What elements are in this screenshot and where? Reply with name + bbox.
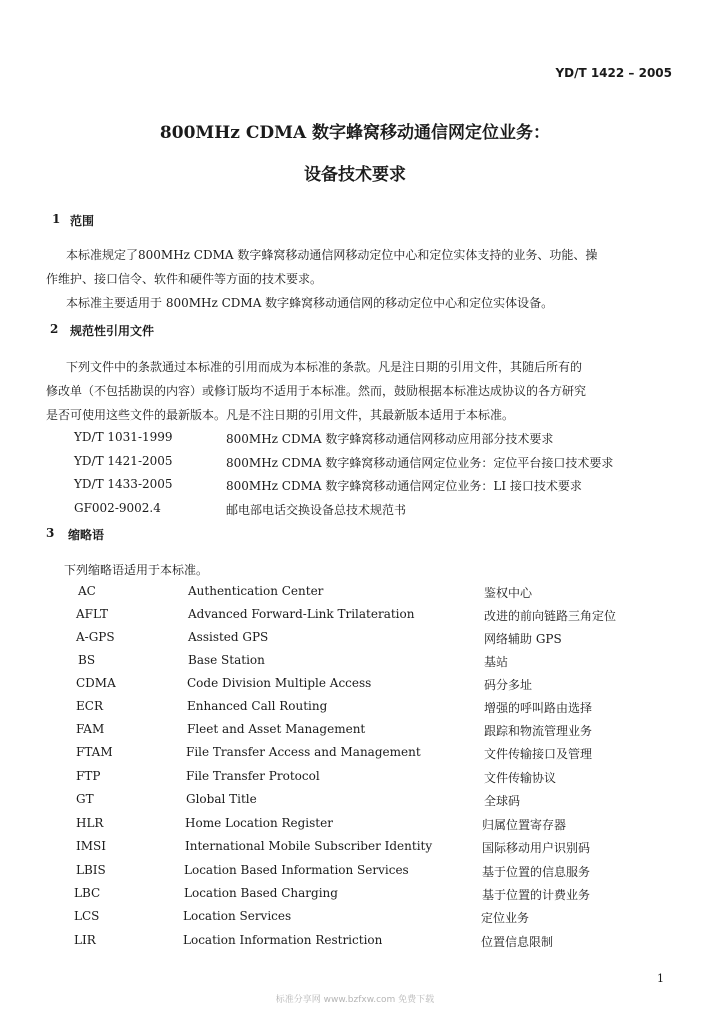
reference-title: 邮电部电话交换设备总技术规范书 [226,503,407,517]
abbreviation-english: Fleet and Asset Management [187,722,366,736]
abbreviation-chinese: 全球码 [484,794,521,808]
abbreviation-chinese: 国际移动用户识别码 [482,841,591,855]
abbreviation-chinese: 码分多址 [484,678,533,692]
abbreviation-chinese: 基于位置的计费业务 [482,888,591,902]
abbreviation-english: Home Location Register [185,816,333,830]
abbreviations-intro: 下列缩略语适用于本标准。 [64,563,209,577]
document-title-line2: 设备技术要求 [304,165,406,185]
abbreviation: AC [78,584,96,598]
section-number-1: 1 [52,212,61,226]
abbreviation: LIR [74,933,96,947]
reference-title: 800MHz CDMA 数字蜂窝移动通信网定位业务：定位平台接口技术要求 [226,456,614,470]
abbreviation-english: Assisted GPS [188,630,269,644]
abbreviation-english: Location Based Charging [184,886,338,900]
abbreviation: HLR [76,816,104,830]
abbreviation-english: Location Information Restriction [183,933,383,947]
abbreviation-english: Base Station [188,653,265,667]
abbreviation-chinese: 基于位置的信息服务 [482,865,591,879]
section-heading-scope: 范围 [70,214,95,228]
abbreviation-chinese: 文件传输协议 [484,771,557,785]
abbreviation-chinese: 基站 [484,655,509,669]
abbreviation: ECR [76,699,103,713]
standard-number: YD/T 1422 – 2005 [555,66,672,80]
abbreviation-chinese: 改进的前向链路三角定位 [484,609,617,623]
abbreviation-chinese: 定位业务 [481,911,530,925]
abbreviation-chinese: 位置信息限制 [481,935,554,949]
section-heading-abbreviations: 缩略语 [68,528,105,542]
abbreviation-chinese: 鉴权中心 [484,586,533,600]
reference-title: 800MHz CDMA 数字蜂窝移动通信网定位业务：LI 接口技术要求 [226,479,582,493]
abbreviation-english: Location Services [183,909,292,923]
abbreviation-chinese: 跟踪和物流管理业务 [484,724,593,738]
reference-code: YD/T 1031-1999 [74,430,173,444]
section-number-2: 2 [50,322,59,336]
abbreviation: FTAM [76,745,113,759]
paragraph-line: 下列文件中的条款通过本标准的引用而成为本标准的条款。凡是注日期的引用文件，其随后所有的 [66,360,583,374]
abbreviation: IMSI [76,839,106,853]
paragraph-line: 本标准主要适用于 800MHz CDMA 数字蜂窝移动通信网的移动定位中心和定位实体设备。 [66,296,554,310]
abbreviation-chinese: 网络辅助 GPS [484,632,562,646]
page-number: 1 [657,972,664,985]
abbreviation: CDMA [76,676,116,690]
abbreviation-english: File Transfer Access and Management [186,745,421,759]
abbreviation-english: File Transfer Protocol [186,769,320,783]
abbreviation-chinese: 文件传输接口及管理 [484,747,593,761]
abbreviation: LBIS [76,863,106,877]
abbreviation-english: Authentication Center [188,584,324,598]
abbreviation: GT [76,792,94,806]
abbreviation: AFLT [76,607,108,621]
abbreviation: FAM [76,722,105,736]
paragraph-line: 修改单（不包括勘误的内容）或修订版均不适用于本标准。然而，鼓励根据本标准达成协议的各方研究 [46,384,587,398]
abbreviation-chinese: 增强的呼叫路由选择 [484,701,593,715]
abbreviation-english: Global Title [186,792,257,806]
abbreviation-english: Code Division Multiple Access [187,676,372,690]
abbreviation: BS [78,653,96,667]
abbreviation-english: Advanced Forward-Link Trilateration [188,607,415,621]
abbreviation-english: Enhanced Call Routing [187,699,328,713]
abbreviation: A-GPS [76,630,115,644]
abbreviation: LCS [74,909,100,923]
abbreviation-chinese: 归属位置寄存器 [482,818,567,832]
paragraph-line: 是否可使用这些文件的最新版本。凡是不注日期的引用文件，其最新版本适用于本标准。 [46,408,515,422]
abbreviation: LBC [74,886,101,900]
abbreviation-english: Location Based Information Services [184,863,409,877]
document-title-line1: 800MHz CDMA 数字蜂窝移动通信网定位业务： [159,123,551,143]
footer-watermark: 标准分享网 www.bzfxw.com 免费下载 [275,995,435,1005]
section-heading-normative-references: 规范性引用文件 [70,324,155,338]
abbreviation: FTP [76,769,101,783]
section-number-3: 3 [46,526,55,540]
abbreviation-english: International Mobile Subscriber Identity [185,839,433,853]
reference-code: YD/T 1421-2005 [74,454,173,468]
reference-code: YD/T 1433-2005 [74,477,173,491]
reference-title: 800MHz CDMA 数字蜂窝移动通信网移动应用部分技术要求 [226,432,554,446]
reference-code: GF002-9002.4 [74,501,161,515]
paragraph-line: 本标准规定了800MHz CDMA 数字蜂窝移动通信网移动定位中心和定位实体支持的业务、功能、操 [66,248,598,262]
paragraph-line: 作维护、接口信令、软件和硬件等方面的技术要求。 [46,272,323,286]
